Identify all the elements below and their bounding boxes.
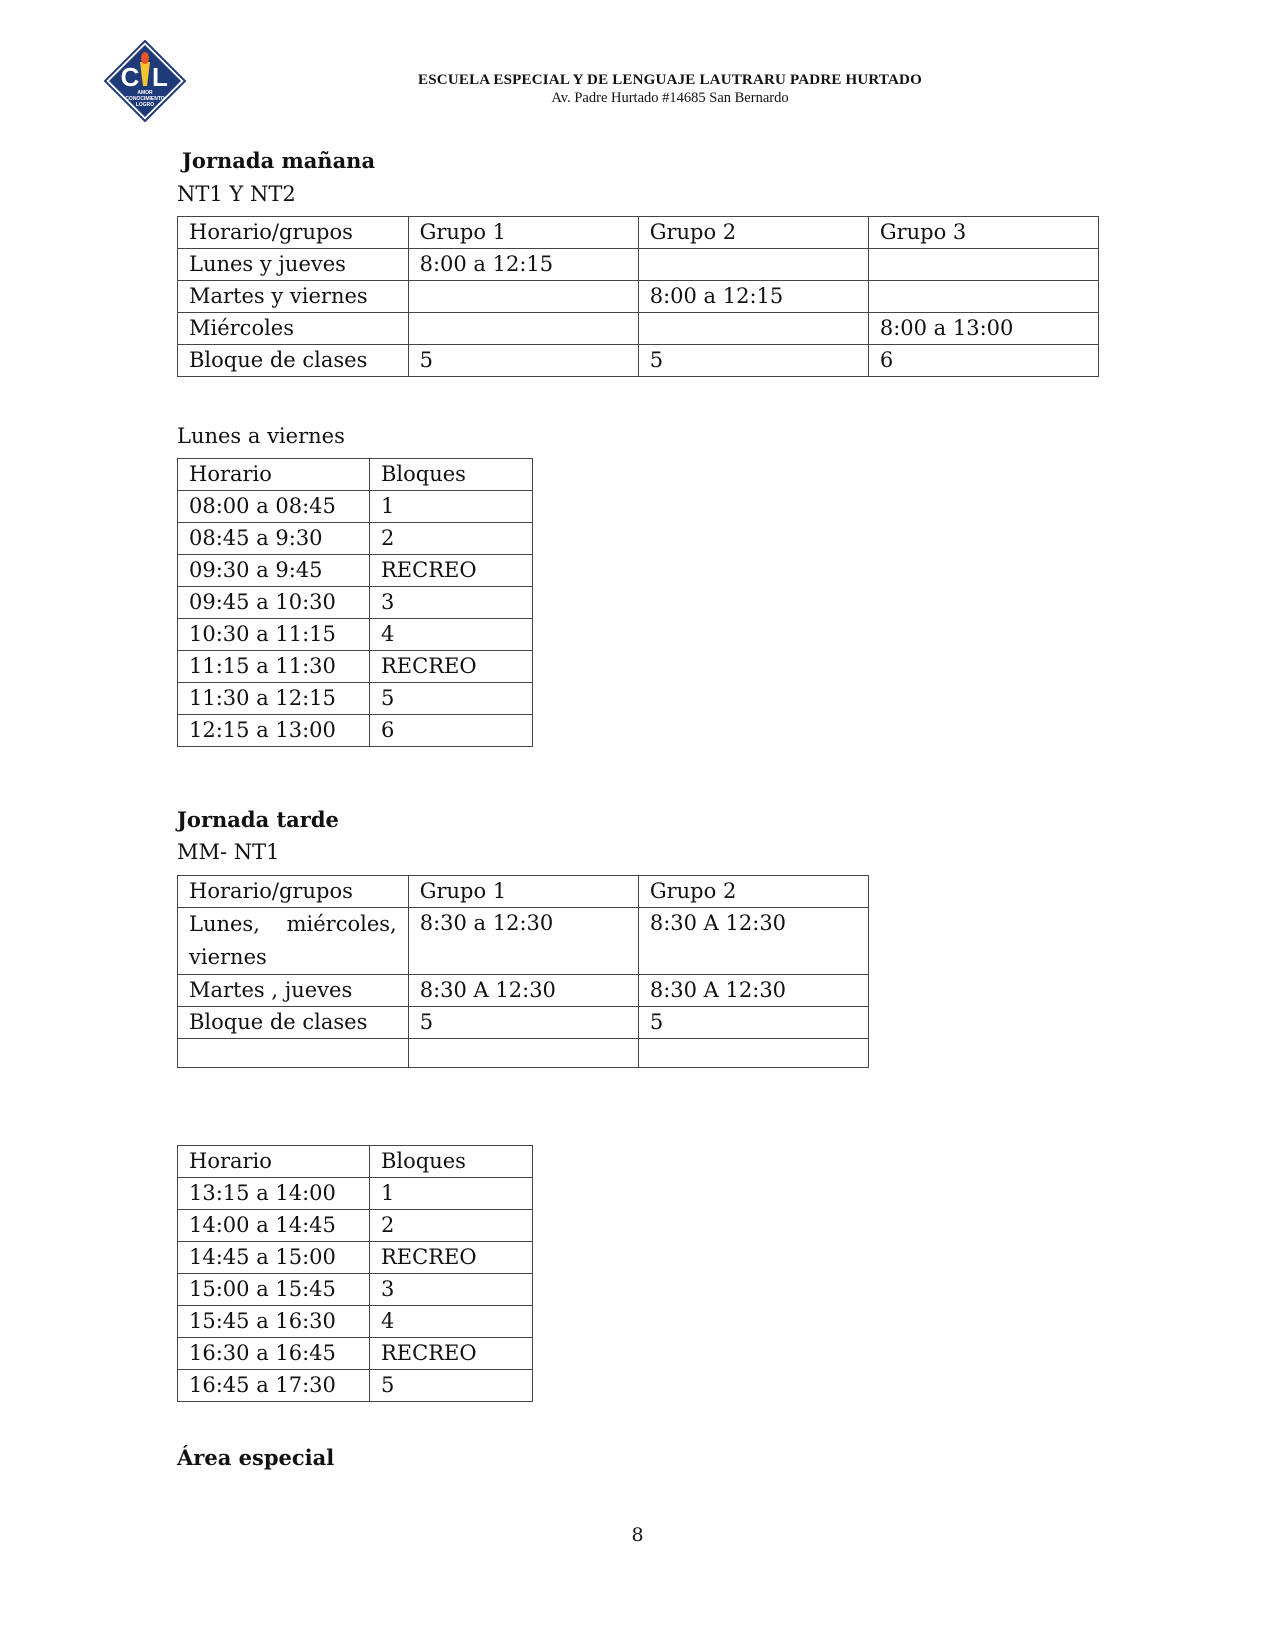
table-cell (178, 1039, 409, 1068)
table-cell (638, 1039, 868, 1068)
table-cell: 14:00 a 14:45 (178, 1210, 370, 1242)
school-name: ESCUELA ESPECIAL Y DE LENGUAJE LAUTRARU PADRE HURTADO (418, 72, 922, 88)
table-cell: Bloque de clases (178, 345, 409, 377)
table-cell: 1 (370, 491, 533, 523)
table-cell (178, 908, 409, 975)
table-cell: Miércoles (178, 313, 409, 345)
table-cell: 14:45 a 15:00 (178, 1242, 370, 1274)
table-cell: 5 (408, 345, 638, 377)
table-cell: 6 (370, 715, 533, 747)
table-cell: 5 (408, 1007, 638, 1039)
table-cell (408, 313, 638, 345)
table-cell: 8:00 a 13:00 (868, 313, 1098, 345)
table-cell: 16:30 a 16:45 (178, 1338, 370, 1370)
morning-schedule-label: Lunes a viernes (177, 424, 345, 448)
table-cell: 08:45 a 9:30 (178, 523, 370, 555)
table-cell: RECREO (370, 1242, 533, 1274)
table-header-row (178, 1146, 533, 1178)
table-header-cell: Grupo 2 (638, 217, 868, 249)
table-header-cell: Horario/grupos (178, 217, 409, 249)
document-header (300, 72, 1040, 107)
table-cell: 13:15 a 14:00 (178, 1178, 370, 1210)
table-header-cell: Bloques (370, 1146, 533, 1178)
table-cell: 8:30 A 12:30 (408, 975, 638, 1007)
table-cell: 8:30 A 12:30 (638, 975, 868, 1007)
table-header-cell: Horario/grupos (178, 876, 409, 908)
table-row (178, 523, 533, 555)
table-cell: Martes y viernes (178, 281, 409, 313)
table-row (178, 1274, 533, 1306)
table-cell: 09:30 a 9:45 (178, 555, 370, 587)
table-row (178, 1007, 869, 1039)
table-cell: 6 (868, 345, 1098, 377)
table-row (178, 1338, 533, 1370)
table-cell: 5 (370, 1370, 533, 1402)
page-number: 8 (631, 1524, 644, 1546)
table-cell (868, 249, 1098, 281)
table-cell (638, 249, 868, 281)
table-row (178, 313, 1099, 345)
cell-word: viernes (189, 945, 267, 969)
table-cell: Bloque de clases (178, 1007, 409, 1039)
table-row (178, 1210, 533, 1242)
table-cell: 8:30 a 12:30 (408, 908, 638, 975)
justified-line (189, 908, 408, 941)
afternoon-levels: MM- NT1 (177, 840, 280, 864)
table-row (178, 555, 533, 587)
table-row (178, 491, 533, 523)
table-header-cell: Grupo 3 (868, 217, 1098, 249)
table-row (178, 1242, 533, 1274)
table-cell: Lunes y jueves (178, 249, 409, 281)
table-row (178, 1178, 533, 1210)
table-cell: 4 (370, 619, 533, 651)
logo-initial-l: L (152, 62, 168, 92)
table-cell (408, 281, 638, 313)
school-logo (104, 40, 186, 122)
morning-blocks-table (177, 458, 533, 747)
special-area-title: Área especial (177, 1445, 335, 1470)
table-row (178, 281, 1099, 313)
table-header-cell: Grupo 1 (408, 876, 638, 908)
table-cell: 3 (370, 1274, 533, 1306)
table-header-cell: Horario (178, 459, 370, 491)
logo-motto-1: AMOR (137, 90, 153, 96)
logo-motto-2: CONOCIMIENTO (125, 96, 165, 102)
morning-levels: NT1 Y NT2 (177, 182, 296, 206)
table-row (178, 683, 533, 715)
cell-word: miércoles, (286, 912, 397, 936)
table-row (178, 651, 533, 683)
table-cell: 5 (638, 345, 868, 377)
afternoon-title: Jornada tarde (177, 807, 339, 832)
table-cell: 15:00 a 15:45 (178, 1274, 370, 1306)
table-cell: 12:15 a 13:00 (178, 715, 370, 747)
table-cell: 3 (370, 587, 533, 619)
table-row (178, 975, 869, 1007)
table-header-cell: Horario (178, 1146, 370, 1178)
table-cell: 1 (370, 1178, 533, 1210)
table-row (178, 619, 533, 651)
table-cell (638, 313, 868, 345)
logo-initial-c: C (120, 62, 140, 92)
table-row (178, 715, 533, 747)
table-row (178, 1306, 533, 1338)
table-cell (868, 281, 1098, 313)
table-cell: 8:00 a 12:15 (408, 249, 638, 281)
logo-motto-3: LOGRO (135, 102, 155, 108)
table-row (178, 249, 1099, 281)
morning-title: Jornada mañana (182, 148, 376, 173)
table-cell: 08:00 a 08:45 (178, 491, 370, 523)
table-row (178, 1370, 533, 1402)
table-header-row (178, 876, 869, 908)
table-cell: 16:45 a 17:30 (178, 1370, 370, 1402)
morning-groups-table (177, 216, 1099, 377)
table-header-cell: Bloques (370, 459, 533, 491)
table-cell: 8:00 a 12:15 (638, 281, 868, 313)
table-cell: 09:45 a 10:30 (178, 587, 370, 619)
table-cell: 8:30 A 12:30 (638, 908, 868, 975)
table-cell: 11:30 a 12:15 (178, 683, 370, 715)
table-row (178, 345, 1099, 377)
table-cell: RECREO (370, 651, 533, 683)
table-cell: RECREO (370, 1338, 533, 1370)
table-cell: 5 (370, 683, 533, 715)
table-row (178, 1039, 869, 1068)
table-cell: 2 (370, 523, 533, 555)
table-header-row (178, 459, 533, 491)
table-cell: 4 (370, 1306, 533, 1338)
table-cell: 2 (370, 1210, 533, 1242)
afternoon-groups-table (177, 875, 869, 1068)
table-header-cell: Grupo 1 (408, 217, 638, 249)
table-cell: Martes , jueves (178, 975, 409, 1007)
table-cell (408, 1039, 638, 1068)
table-cell: 15:45 a 16:30 (178, 1306, 370, 1338)
cell-word: Lunes, (189, 912, 260, 936)
school-address: Av. Padre Hurtado #14685 San Bernardo (551, 90, 789, 106)
table-cell: 10:30 a 11:15 (178, 619, 370, 651)
table-cell: RECREO (370, 555, 533, 587)
table-header-cell: Grupo 2 (638, 876, 868, 908)
table-header-row (178, 217, 1099, 249)
table-row (178, 908, 869, 975)
afternoon-blocks-table (177, 1145, 533, 1402)
table-cell: 11:15 a 11:30 (178, 651, 370, 683)
table-cell: 5 (638, 1007, 868, 1039)
table-row (178, 587, 533, 619)
